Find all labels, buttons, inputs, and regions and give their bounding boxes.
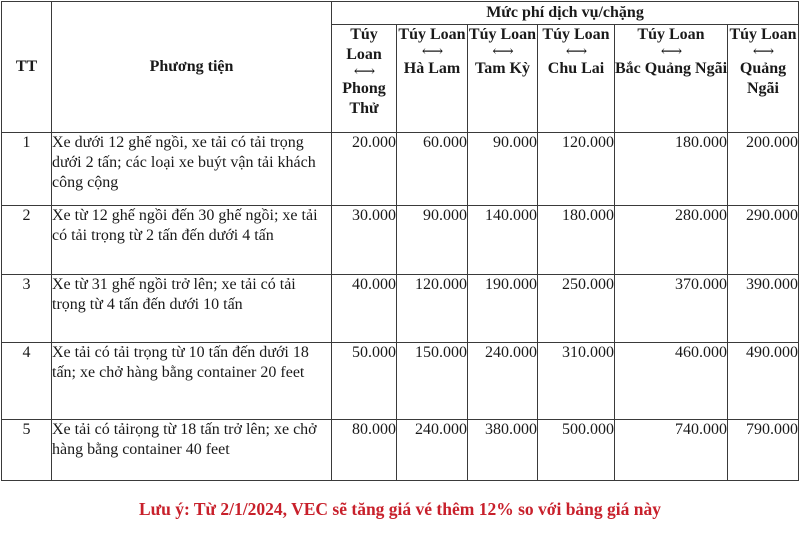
fee-cell: 390.000 <box>728 275 799 343</box>
fee-cell: 490.000 <box>728 343 799 420</box>
column-header-vehicle: Phương tiện <box>52 2 332 133</box>
double-arrow-icon: ⟷ <box>752 44 774 60</box>
route-from-label: Túy Loan <box>468 26 537 43</box>
table-row <box>2 133 799 206</box>
fee-cell: 140.000 <box>468 206 538 275</box>
double-arrow-icon: ⟷ <box>353 64 375 80</box>
vehicle-description: Xe tải có tảirọng từ 18 tấn trở lên; xe chở hàng bằng container 40 feet <box>52 420 332 481</box>
route-from-label: Túy Loan <box>637 26 705 43</box>
fee-cell: 90.000 <box>468 133 538 206</box>
fee-cell: 290.000 <box>728 206 799 275</box>
route-to-label: Bắc Quảng Ngãi <box>615 60 728 77</box>
fee-cell: 50.000 <box>332 343 397 420</box>
route-from-label: Túy Loan <box>729 26 797 43</box>
fee-cell: 240.000 <box>397 420 468 481</box>
fee-cell: 180.000 <box>615 133 728 206</box>
fee-cell: 60.000 <box>397 133 468 206</box>
route-header-3 <box>468 25 538 133</box>
fee-cell: 20.000 <box>332 133 397 206</box>
route-to-label: Hà Lam <box>403 60 461 77</box>
double-arrow-icon: ⟷ <box>421 44 443 60</box>
table-row <box>2 343 799 420</box>
table-row <box>2 206 799 275</box>
table-row <box>2 275 799 343</box>
route-header-5 <box>615 25 728 133</box>
fee-cell: 150.000 <box>397 343 468 420</box>
route-header-2 <box>397 25 468 133</box>
row-number: 4 <box>2 343 52 420</box>
column-header-fee-group: Mức phí dịch vụ/chặng <box>332 2 799 25</box>
route-from-label: Túy Loan <box>346 26 382 63</box>
fee-cell: 40.000 <box>332 275 397 343</box>
fee-cell: 240.000 <box>468 343 538 420</box>
route-from-label: Túy Loan <box>398 26 466 43</box>
fee-cell: 190.000 <box>468 275 538 343</box>
fee-cell: 740.000 <box>615 420 728 481</box>
fee-cell: 280.000 <box>615 206 728 275</box>
route-from-label: Túy Loan <box>542 26 610 43</box>
route-to-label: Chu Lai <box>547 60 605 77</box>
table-row <box>2 420 799 481</box>
row-number: 5 <box>2 420 52 481</box>
vehicle-description: Xe dưới 12 ghế ngồi, xe tải có tải trọng dưới 2 tấn; các loại xe buýt vận tải khách công cộng <box>52 133 332 206</box>
toll-fee-table <box>1 1 799 481</box>
double-arrow-icon: ⟷ <box>660 44 682 60</box>
fee-cell: 200.000 <box>728 133 799 206</box>
fee-cell: 30.000 <box>332 206 397 275</box>
row-number: 3 <box>2 275 52 343</box>
row-number: 1 <box>2 133 52 206</box>
fee-table-body <box>2 133 799 481</box>
fee-cell: 310.000 <box>538 343 615 420</box>
fee-cell: 380.000 <box>468 420 538 481</box>
row-number: 2 <box>2 206 52 275</box>
route-to-label: Phong Thử <box>342 80 386 117</box>
fee-cell: 250.000 <box>538 275 615 343</box>
fee-cell: 120.000 <box>397 275 468 343</box>
fee-cell: 180.000 <box>538 206 615 275</box>
vehicle-description: Xe tải có tải trọng từ 10 tấn đến dưới 18 tấn; xe chở hàng bằng container 20 feet <box>52 343 332 420</box>
fee-cell: 370.000 <box>615 275 728 343</box>
vehicle-description: Xe từ 12 ghế ngồi đến 30 ghế ngồi; xe tải có tải trọng từ 2 tấn đến dưới 4 tấn <box>52 206 332 275</box>
fee-cell: 500.000 <box>538 420 615 481</box>
route-header-6 <box>728 25 799 133</box>
route-header-1 <box>332 25 397 133</box>
fee-cell: 120.000 <box>538 133 615 206</box>
fee-cell: 80.000 <box>332 420 397 481</box>
column-header-tt: TT <box>2 2 52 133</box>
route-header-4 <box>538 25 615 133</box>
route-to-label: Tam Kỳ <box>475 60 530 77</box>
fee-cell: 90.000 <box>397 206 468 275</box>
vehicle-description: Xe từ 31 ghế ngồi trở lên; xe tải có tải trọng từ 4 tấn đến dưới 10 tấn <box>52 275 332 343</box>
fee-cell: 460.000 <box>615 343 728 420</box>
price-increase-note: Lưu ý: Từ 2/1/2024, VEC sẽ tăng giá vé thêm 12% so với bảng giá này <box>138 499 662 519</box>
header-row-group <box>2 2 799 25</box>
fee-cell: 790.000 <box>728 420 799 481</box>
route-to-label: Quảng Ngãi <box>739 60 787 97</box>
double-arrow-icon: ⟷ <box>565 44 587 60</box>
double-arrow-icon: ⟷ <box>492 44 513 60</box>
